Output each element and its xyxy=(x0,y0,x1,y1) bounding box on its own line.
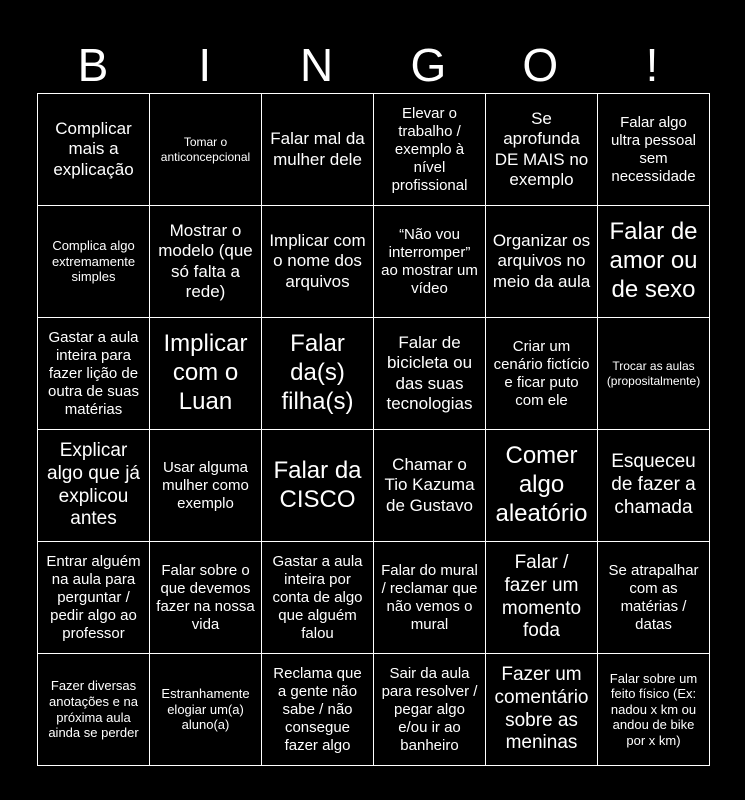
bingo-cell[interactable]: Chamar o Tio Kazuma de Gustavo xyxy=(374,430,486,542)
bingo-cell[interactable]: Sair da aula para resolver / pegar algo e/ou ir ao banheiro xyxy=(374,654,486,766)
bingo-cell[interactable]: Estranhamente elogiar um(a) aluno(a) xyxy=(150,654,262,766)
bingo-cell[interactable]: Usar alguma mulher como exemplo xyxy=(150,430,262,542)
bingo-cell[interactable]: “Não vou interromper” ao mostrar um vídeo xyxy=(374,206,486,318)
bingo-cell[interactable]: Gastar a aula inteira para fazer lição de outra de suas matérias xyxy=(38,318,150,430)
bingo-cell[interactable]: Falar do mural / reclamar que não vemos o mural xyxy=(374,542,486,654)
title-letter: G xyxy=(410,39,447,91)
title-letter: N xyxy=(299,39,334,91)
title-letter: B xyxy=(77,39,109,91)
bingo-cell[interactable]: Fazer um comentário sobre as meninas xyxy=(486,654,598,766)
bingo-cell[interactable]: Falar sobre o que devemos fazer na nossa vida xyxy=(150,542,262,654)
bingo-cell[interactable]: Criar um cenário fictício e ficar puto com ele xyxy=(486,318,598,430)
bingo-cell[interactable]: Organizar os arquivos no meio da aula xyxy=(486,206,598,318)
bingo-cell[interactable]: Falar sobre um feito físico (Ex: nadou x km ou andou de bike por x km) xyxy=(598,654,710,766)
bingo-cell[interactable]: Implicar com o nome dos arquivos xyxy=(262,206,374,318)
bingo-cell[interactable]: Falar da CISCO xyxy=(262,430,374,542)
bingo-cell[interactable]: Reclama que a gente não sabe / não consegue fazer algo xyxy=(262,654,374,766)
bingo-cell[interactable]: Trocar as aulas (propositalmente) xyxy=(598,318,710,430)
bingo-cell[interactable]: Falar de bicicleta ou das suas tecnologias xyxy=(374,318,486,430)
bingo-cell[interactable]: Tomar o anticoncepcional xyxy=(150,94,262,206)
bingo-cell[interactable]: Mostrar o modelo (que só falta a rede) xyxy=(150,206,262,318)
bingo-cell[interactable]: Esqueceu de fazer a chamada xyxy=(598,430,710,542)
bingo-cell[interactable]: Comer algo aleatório xyxy=(486,430,598,542)
bingo-cell[interactable]: Falar / fazer um momento foda xyxy=(486,542,598,654)
bingo-card-grid xyxy=(37,93,710,766)
title-letter: ! xyxy=(645,39,659,91)
bingo-cell[interactable]: Falar algo ultra pessoal sem necessidade xyxy=(598,94,710,206)
bingo-cell[interactable]: Se atrapalhar com as matérias / datas xyxy=(598,542,710,654)
bingo-cell[interactable]: Falar mal da mulher dele xyxy=(262,94,374,206)
bingo-title xyxy=(37,30,708,100)
bingo-cell[interactable]: Explicar algo que já explicou antes xyxy=(38,430,150,542)
title-letter: O xyxy=(522,39,559,91)
bingo-cell[interactable]: Falar de amor ou de sexo xyxy=(598,206,710,318)
bingo-cell[interactable]: Complica algo extremamente simples xyxy=(38,206,150,318)
bingo-cell[interactable]: Falar da(s) filha(s) xyxy=(262,318,374,430)
bingo-cell[interactable]: Fazer diversas anotações e na próxima aula ainda se perder xyxy=(38,654,150,766)
bingo-cell[interactable]: Se aprofunda DE MAIS no exemplo xyxy=(486,94,598,206)
bingo-cell[interactable]: Complicar mais a explicação xyxy=(38,94,150,206)
bingo-cell[interactable]: Implicar com o Luan xyxy=(150,318,262,430)
bingo-cell[interactable]: Elevar o trabalho / exemplo à nível profissional xyxy=(374,94,486,206)
bingo-cell[interactable]: Entrar alguém na aula para perguntar / pedir algo ao professor xyxy=(38,542,150,654)
bingo-cell[interactable]: Gastar a aula inteira por conta de algo que alguém falou xyxy=(262,542,374,654)
title-letter: I xyxy=(198,39,212,91)
